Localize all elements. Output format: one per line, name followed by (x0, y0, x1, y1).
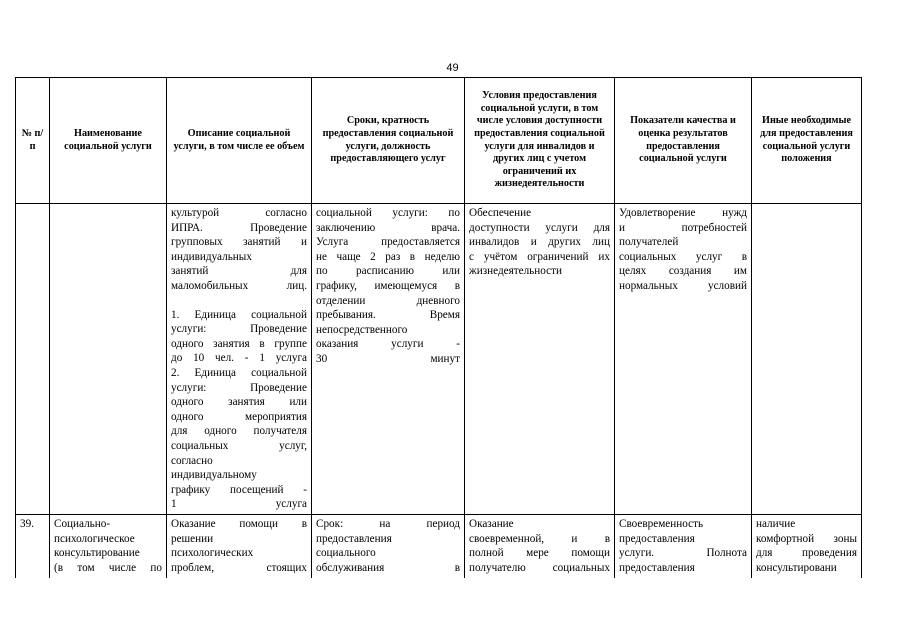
text-line: ИПРА. Проведение (171, 221, 307, 234)
text-line: социальных услуг, (171, 439, 307, 452)
text-line: одного занятия в группе (171, 337, 307, 350)
text-line: для проведения (756, 547, 857, 560)
text-line: предоставления (619, 561, 695, 574)
social-services-table (15, 77, 862, 578)
row1-name (50, 204, 167, 515)
text-line: с учётом ограничений их (469, 250, 610, 263)
page-number: 49 (446, 62, 459, 74)
text-line: оказания услуги - (316, 338, 460, 351)
text-line: 1. Единица социальной (171, 308, 307, 321)
table-header-row (16, 78, 862, 204)
row2-name (50, 515, 167, 579)
row2-quality (615, 515, 752, 579)
text-line: 2. Единица социальной (171, 366, 307, 379)
text-line: заключению врача. (316, 221, 460, 234)
text-line: индивидуальному (171, 469, 257, 482)
row2-conditions (465, 515, 615, 579)
text-line: графику, имеющемуся в (316, 279, 460, 292)
text-line: целях создания им (619, 265, 747, 278)
text-line: одного мероприятия (171, 410, 307, 423)
text-line: Услуга предоставляется (316, 236, 460, 249)
text-line: непосредственного (316, 323, 408, 336)
row1-conditions (465, 204, 615, 515)
text-line: полной мере помощи (469, 547, 610, 560)
text-line: жизнедеятельности (469, 265, 562, 278)
text-line: доступности услуги для (469, 221, 610, 234)
row1-terms (312, 204, 465, 515)
text-line: предоставления (316, 532, 392, 545)
text-line: обслуживания в (316, 561, 460, 574)
text-line: 30 минут (316, 352, 460, 365)
header-other: Иные необходимые для предоставления социальной услуги положения (752, 78, 862, 204)
text-line: одного занятия или (171, 396, 307, 409)
row2-number: 39. (16, 515, 50, 579)
row2-description (167, 515, 312, 579)
text-line: консультирование (54, 547, 140, 560)
header-quality: Показатели качества и оценка результатов предоставления социальной услуги (615, 78, 752, 204)
text-line: социальной услуги: по (316, 207, 460, 219)
row1-description-p1 (171, 206, 307, 294)
text-line: маломобильных лиц. (171, 279, 307, 292)
text-line: Обеспечение (469, 207, 532, 219)
text-line: социального (316, 547, 376, 560)
header-service-name: Наименование социальной услуги (50, 78, 167, 204)
text-line: получателю социальных (469, 561, 610, 574)
table-row (16, 515, 862, 579)
text-line: для одного получателя (171, 425, 307, 438)
row1-other (752, 204, 862, 515)
text-line: Оказание помощи в (171, 518, 307, 530)
text-line: получателей (619, 236, 679, 249)
table-row (16, 204, 862, 515)
text-line: по расписанию или (316, 265, 460, 278)
text-line: занятий для (171, 265, 307, 278)
text-line: услуги: Проведение (171, 323, 307, 336)
row1-description (167, 204, 312, 515)
text-line: консультировани (756, 561, 837, 574)
row1-description-p3 (171, 366, 307, 512)
text-line: Удовлетворение нужд (619, 207, 747, 219)
text-line: пребывания. Время (316, 309, 460, 322)
text-line: комфортной зоны (756, 532, 857, 545)
text-line: и потребностей (619, 221, 747, 234)
text-line: своевременной, и в (469, 532, 610, 545)
text-line: психологическое (54, 532, 135, 545)
text-line: услуги: Проведение (171, 381, 307, 394)
text-line: наличие (756, 518, 796, 530)
text-line: 1 услуга (171, 498, 307, 511)
text-line: инвалидов и других лиц (469, 236, 610, 249)
text-line: групповых занятий и (171, 236, 307, 249)
text-line: не чаще 2 раз в неделю (316, 250, 460, 263)
header-description: Описание социальной услуги, в том числе ее объем (167, 78, 312, 204)
text-line: проблем, стоящих (171, 561, 307, 574)
text-line: предоставления (619, 532, 695, 545)
text-line: психологических (171, 547, 254, 560)
text-line: Своевременность (619, 518, 704, 530)
header-conditions: Условия предоставления социальной услуги, в том числе условия доступности предоставления социальной услуги для инвалидов и других лиц с учетом ограничений их жизнедеятельности (465, 78, 615, 204)
text-line: (в том числе по (54, 561, 162, 574)
text-line: Оказание (469, 518, 514, 530)
text-line: Социально- (54, 518, 111, 530)
header-number: № п/п (16, 78, 50, 204)
text-line: согласно (171, 454, 213, 467)
text-line: до 10 чел. - 1 услуга (171, 352, 307, 365)
row1-quality (615, 204, 752, 515)
row1-description-p2 (171, 308, 307, 366)
row2-terms (312, 515, 465, 579)
text-line: услуги. Полнота (619, 547, 747, 560)
text-line: нормальных условий (619, 279, 747, 292)
text-line: отделении дневного (316, 294, 460, 307)
header-terms: Сроки, кратность предоставления социальной услуги, должность предоставляющего услуг (312, 78, 465, 204)
services-table-container (15, 77, 867, 578)
text-line: Срок: на период (316, 518, 460, 530)
text-line: культурой согласно (171, 207, 307, 219)
row2-other (752, 515, 862, 579)
text-line: решении (171, 532, 214, 545)
text-line: графику посещений - (171, 483, 307, 496)
row1-number (16, 204, 50, 515)
text-line: индивидуальных (171, 250, 252, 263)
text-line: социальных услуг в (619, 250, 747, 263)
